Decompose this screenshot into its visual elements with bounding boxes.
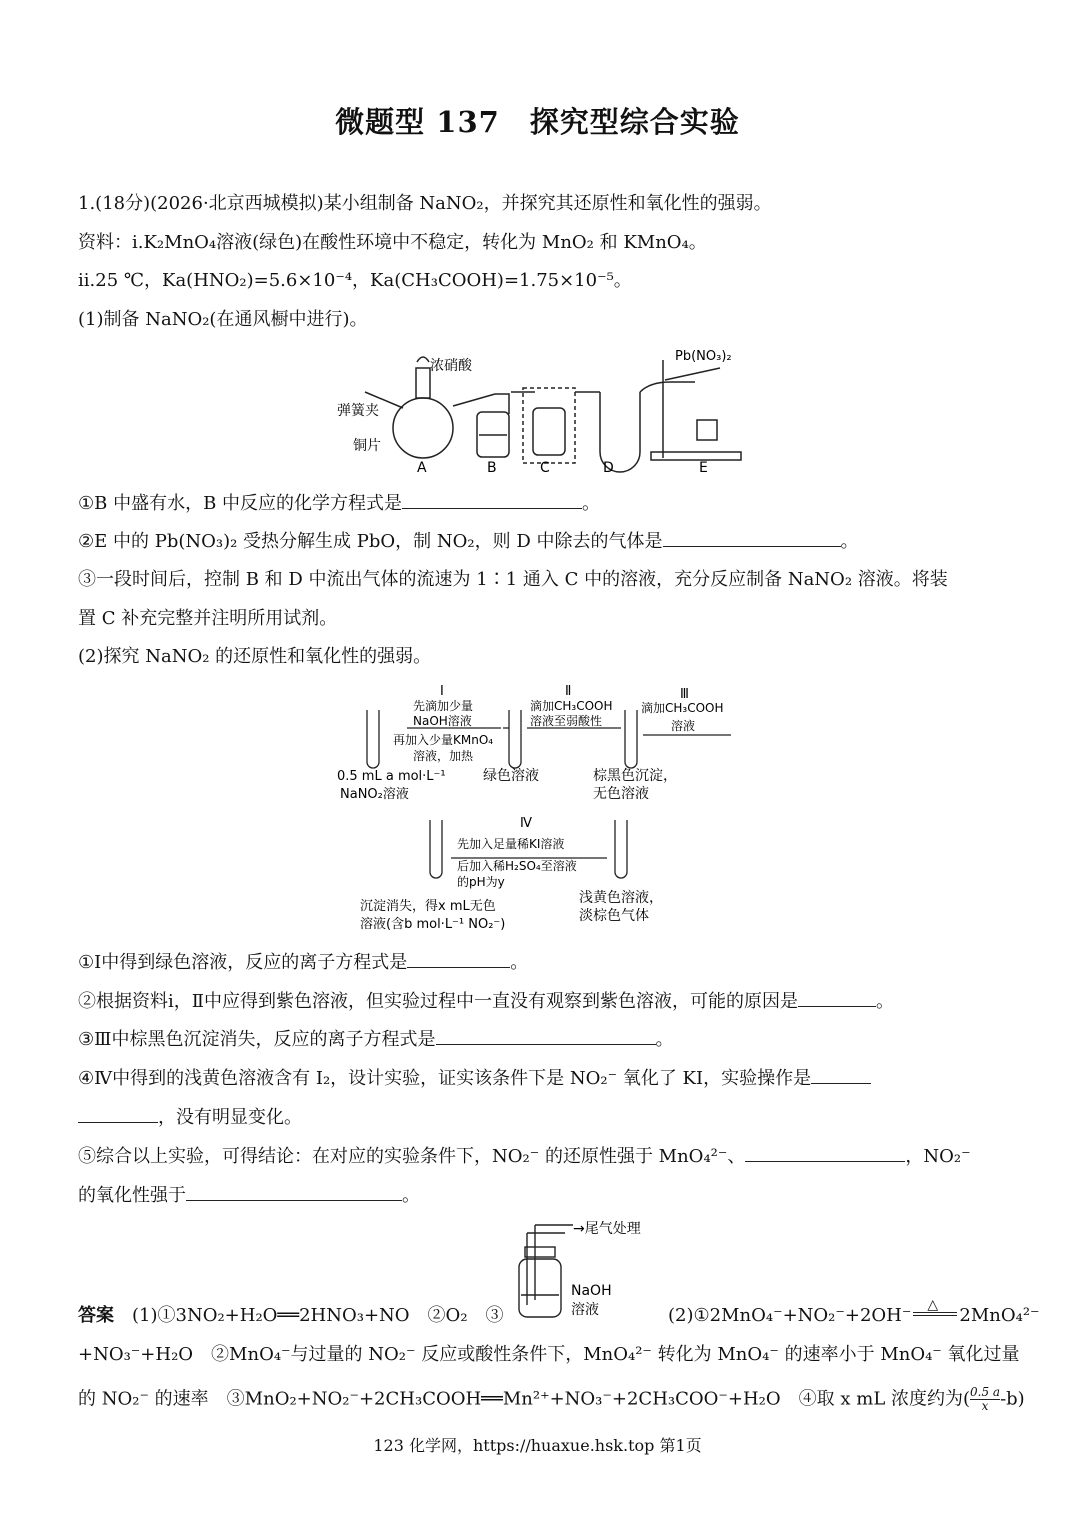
q1-2: ②E 中的 Pb(NO₃)₂ 受热分解生成 PbO，制 NO₂，则 D 中除去的气体是 。 [78, 531, 859, 552]
svg-text:C: C [540, 460, 550, 476]
svg-text:NaOH: NaOH [571, 1283, 612, 1299]
svg-text:Ⅱ: Ⅱ [565, 684, 572, 699]
box-c [523, 388, 575, 463]
svg-text:滴加CH₃COOH: 滴加CH₃COOH [641, 701, 724, 715]
svg-text:溶液: 溶液 [571, 1302, 599, 1318]
svg-text:浅黄色溶液，: 浅黄色溶液， [579, 890, 663, 906]
svg-text:E: E [699, 460, 708, 476]
info-ii: ⅱ.25 ℃，Ka(HNO₂)=5.6×10⁻⁴，Ka(CH₃COOH)=1.75×10⁻⁵。 [78, 270, 632, 291]
q2-3: ③Ⅲ中棕黑色沉淀消失，反应的离子方程式是 。 [78, 1029, 674, 1050]
svg-text:先滴加少量: 先滴加少量 [413, 699, 474, 713]
svg-text:NaNO₂溶液: NaNO₂溶液 [340, 787, 409, 802]
experiment-flow-figure [335, 680, 745, 940]
svg-text:的pH为y: 的pH为y [457, 875, 505, 889]
q1-3b: 置 C 补充完整并注明所用试剂。 [78, 608, 338, 629]
svg-text:滴加CH₃COOH: 滴加CH₃COOH [530, 699, 613, 713]
label-pb: Pb(NO₃)₂ [675, 349, 732, 364]
svg-text:Ⅰ: Ⅰ [440, 684, 444, 699]
svg-text:沉淀消失，得x mL无色: 沉淀消失，得x mL无色 [360, 899, 496, 914]
q2-5a: ⑤综合以上实验，可得结论：在对应的实验条件下，NO₂⁻ 的还原性强于 MnO₄²⁻、 ，NO₂⁻ [78, 1146, 971, 1167]
answer-line-1: 答案 (1)①3NO₂+H₂O══2HNO₃+NO ②O₂ ③ [78, 1305, 504, 1326]
q2-2: ②根据资料ⅰ，Ⅱ中应得到紫色溶液，但实验过程中一直没有观察到紫色溶液，可能的原因是 。 [78, 991, 894, 1012]
q2-1: ①Ⅰ中得到绿色溶液，反应的离子方程式是 。 [78, 952, 529, 973]
q1-3a: ③一段时间后，控制 B 和 D 中流出气体的流速为 1∶1 通入 C 中的溶液，充分反应制备 NaNO₂ 溶液。将装 [78, 569, 948, 590]
svg-text:溶液(含b mol·L⁻¹ NO₂⁻): 溶液(含b mol·L⁻¹ NO₂⁻) [360, 917, 506, 932]
svg-text:→尾气处理: →尾气处理 [573, 1221, 641, 1237]
answer-line-2: +NO₃⁻+H₂O ②MnO₄⁻与过量的 NO₂⁻ 反应或酸性条件下，MnO₄²⁻ 转化为 MnO₄⁻ 的速率小于 MnO₄⁻ 氧化过量 [78, 1344, 1020, 1365]
svg-text:溶液: 溶液 [671, 719, 696, 733]
svg-text:无色溶液: 无色溶液 [593, 786, 649, 802]
svg-text:棕黑色沉淀，: 棕黑色沉淀， [593, 768, 677, 784]
svg-text:后加入稀H₂SO₄至溶液: 后加入稀H₂SO₄至溶液 [457, 859, 577, 873]
svg-text:淡棕色气体: 淡棕色气体 [579, 908, 649, 924]
svg-text:再加入少量KMnO₄: 再加入少量KMnO₄ [393, 733, 494, 747]
q2-4b: ，没有明显变化。 [78, 1106, 302, 1130]
svg-text:溶液，加热: 溶液，加热 [413, 749, 474, 763]
part2-heading: (2)探究 NaNO₂ 的还原性和氧化性的强弱。 [78, 646, 432, 667]
q1-1: ①B 中盛有水，B 中反应的化学方程式是 。 [78, 493, 601, 514]
svg-text:A: A [417, 460, 427, 476]
svg-text:D: D [603, 460, 614, 476]
q2-5b: 的氧化性强于 。 [78, 1185, 420, 1206]
footer: 123 化学网，https://huaxue.hsk.top 第1页 [373, 1436, 702, 1455]
answer-line-1-right: (2)①2MnO₄⁻+NO₂⁻+2OH⁻ △ 2MnO₄²⁻ [668, 1297, 1040, 1326]
page-title: 微题型 137 探究型综合实验 [335, 105, 740, 139]
q2-4a: ④Ⅳ中得到的浅黄色溶液含有 I₂，设计实验，证实该条件下是 NO₂⁻ 氧化了 KI，实验操作是 [78, 1067, 871, 1091]
svg-text:NaOH溶液: NaOH溶液 [413, 714, 472, 728]
label-copper: 铜片 [353, 438, 381, 454]
label-clamp: 弹簧夹 [337, 403, 379, 419]
info-i: 资料：ⅰ.K₂MnO₄溶液(绿色)在酸性环境中不稳定，转化为 MnO₂ 和 KMnO₄。 [78, 232, 707, 253]
svg-text:先加入足量稀KI溶液: 先加入足量稀KI溶液 [457, 837, 565, 851]
svg-text:B: B [487, 460, 497, 476]
question-stem: 1.(18分)(2026·北京西城模拟)某小组制备 NaNO₂，并探究其还原性和氧化性的强弱。 [78, 193, 772, 214]
apparatus-figure [335, 340, 755, 480]
svg-text:绿色溶液: 绿色溶液 [483, 768, 539, 784]
absorber-figure [505, 1215, 655, 1325]
part1-heading: (1)制备 NaNO₂(在通风橱中进行)。 [78, 309, 368, 330]
answer-line-3: 的 NO₂⁻ 的速率 ③MnO₂+NO₂⁻+2CH₃COOH══Mn²⁺+NO₃⁻+2CH₃COO⁻+H₂O ④取 x mL 浓度约为( $\frac{0.5 a}{x}$ -b) [78, 1385, 1025, 1413]
label-acid: 浓硝酸 [430, 358, 472, 374]
svg-text:0.5 mL a mol·L⁻¹: 0.5 mL a mol·L⁻¹ [337, 769, 446, 784]
svg-text:Ⅳ: Ⅳ [520, 816, 532, 831]
svg-text:溶液至弱酸性: 溶液至弱酸性 [530, 714, 603, 728]
svg-text:Ⅲ: Ⅲ [680, 687, 689, 702]
